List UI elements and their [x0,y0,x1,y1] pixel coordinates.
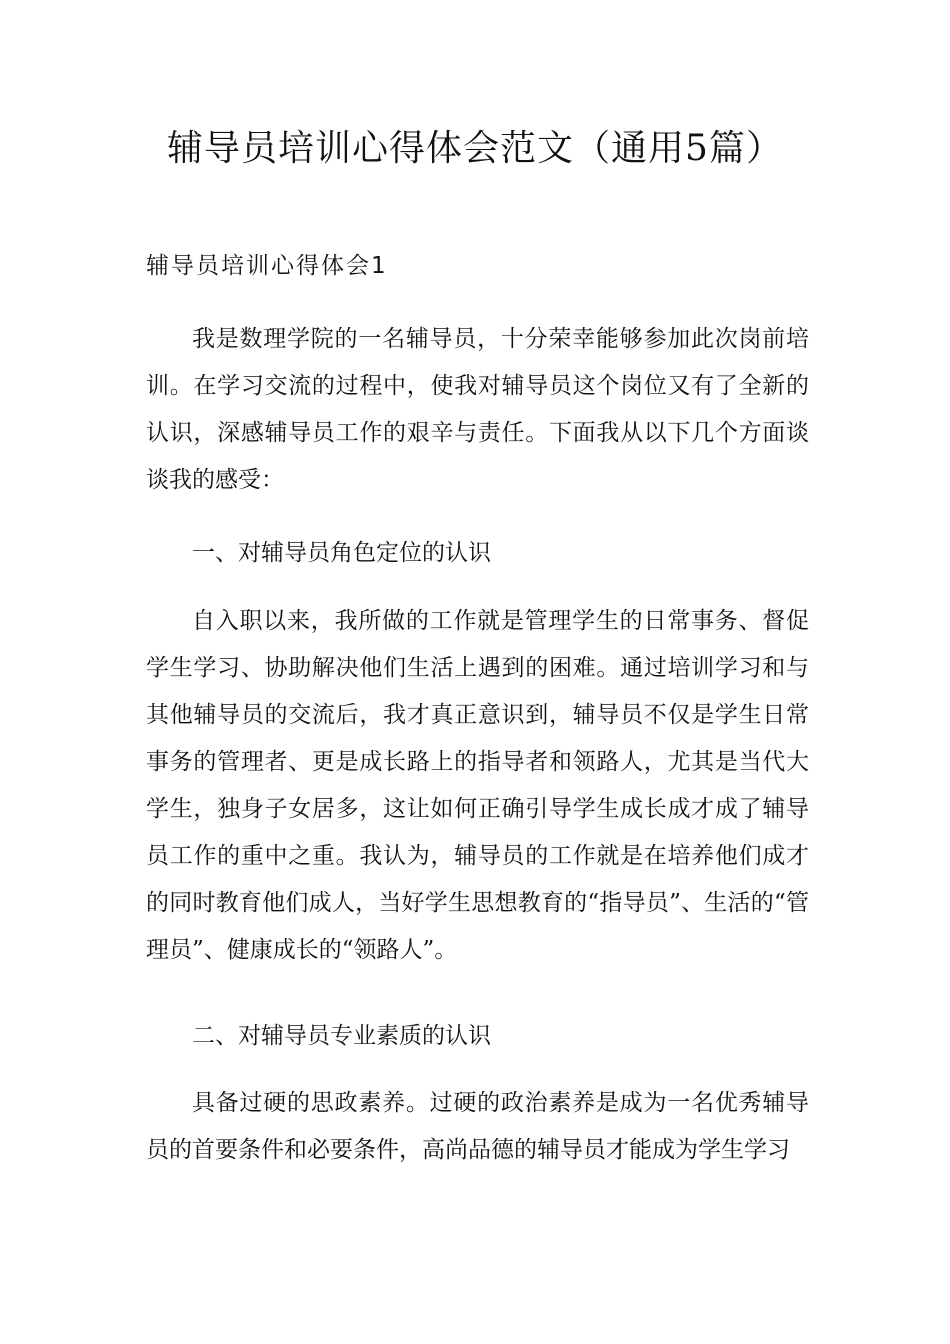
subheading-quality: 二、对辅导员专业素质的认识 [192,1023,491,1049]
subheading-role: 一、对辅导员角色定位的认识 [192,540,491,566]
document-title: 辅导员培训心得体会范文（通用5篇） [167,128,783,169]
section-heading: 辅导员培训心得体会1 [146,253,388,279]
paragraph-quality: 具备过硬的思政素养。过硬的政治素养是成为一名优秀辅导员的首要条件和必要条件，高尚品德的辅导员才能成为学生学习 [146,1090,809,1163]
paragraph-intro: 我是数理学院的一名辅导员，十分荣幸能够参加此次岗前培训。在学习交流的过程中，使我对辅导员这个岗位又有了全新的认识，深感辅导员工作的艰辛与责任。下面我从以下几个方面谈谈我的感受： [146,326,809,493]
paragraph-role: 自入职以来，我所做的工作就是管理学生的日常事务、督促学生学习、协助解决他们生活上遇到的困难。通过培训学习和与其他辅导员的交流后，我才真正意识到，辅导员不仅是学生日常事务的管理者、更是成长路上的指导者和领路人，尤其是当代大学生，独身子女居多，这让如何正确引导学生成长成才成了辅导员工作的重中之重。我认为，辅导员的工作就是在培养他们成才的同时教育他们成人，当好学生思想教育的“指导员”、生活的“管理员”、健康成长的“领路人”。 [146,608,809,963]
